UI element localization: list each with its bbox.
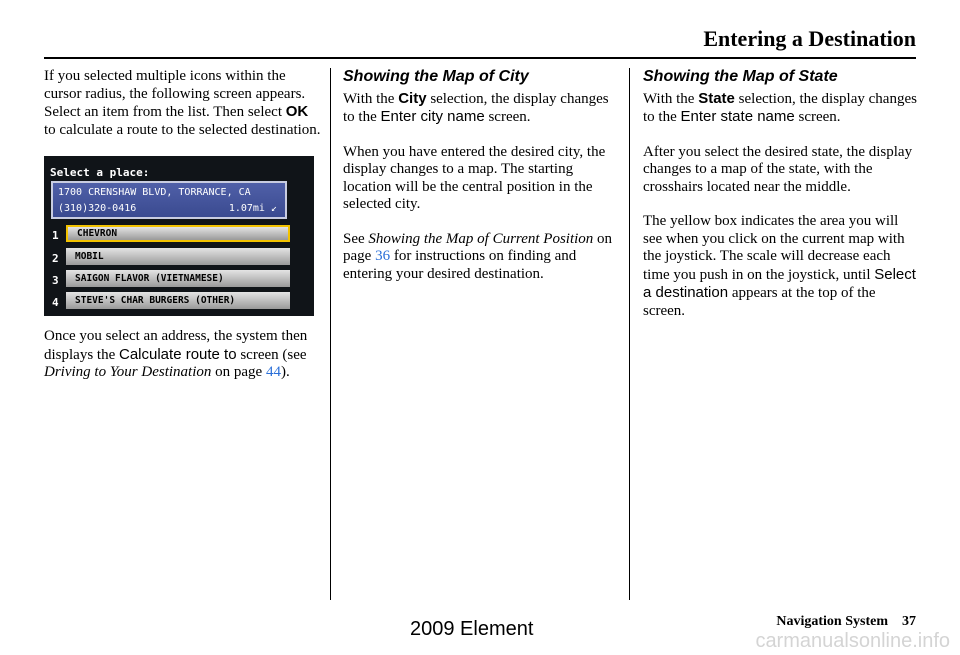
- address-box: [51, 181, 287, 219]
- column-divider-2: [629, 68, 630, 600]
- followup-paragraph: [44, 328, 322, 382]
- text-run: screen.: [484, 109, 531, 125]
- screen-term: Enter state name: [680, 108, 795, 125]
- text-run: selection, the display changes to the: [643, 90, 917, 125]
- page-link[interactable]: 36: [375, 248, 391, 264]
- text-run: The yellow box indicates the area you will see when you click on the current map with the joystick. The scale will decrease each time you push in on the joystick, until: [643, 213, 905, 283]
- section-heading-state: Showing the Map of State: [643, 68, 838, 85]
- column-2: [343, 68, 618, 300]
- text-run: for instructions on finding and entering your desired destination.: [343, 248, 577, 282]
- header-divider: [44, 57, 916, 59]
- screen-title: Select a place:: [50, 166, 150, 179]
- page-number: 37: [902, 614, 916, 629]
- screen-term: Select a destination: [643, 265, 916, 301]
- city-paragraph-3: [343, 231, 618, 284]
- list-item-selected: CHEVRON: [66, 225, 290, 242]
- footer-section: Navigation System: [776, 614, 888, 629]
- column-1: [44, 68, 322, 399]
- screen-term: Enter city name: [380, 108, 485, 125]
- city-paragraph-2: When you have entered the desired city, the display changes to a map. The starting location will be the central position in the selected city.: [343, 143, 606, 212]
- text-run: appears at the top of the screen.: [643, 285, 876, 319]
- state-term: State: [698, 89, 735, 107]
- list-item: STEVE'S CHAR BURGERS (OTHER): [66, 292, 290, 309]
- list-item: MOBIL: [66, 248, 290, 265]
- text-run: Once you select an address, the system then displays the: [44, 328, 308, 363]
- city-term: City: [398, 89, 427, 107]
- direction-arrow-icon: ↙: [270, 203, 277, 214]
- phone-text: (310)320-0416: [58, 203, 137, 214]
- state-paragraph-1: [643, 90, 918, 127]
- text-run: screen (see: [236, 346, 307, 363]
- text-run: selection, the display changes to the: [343, 90, 609, 125]
- distance-text: 1.07mi ↙: [228, 203, 277, 214]
- page-footer: [776, 614, 916, 630]
- text-run: With the: [343, 90, 399, 107]
- page-title: Entering a Destination: [703, 26, 916, 51]
- cross-reference: Driving to Your Destination: [44, 364, 212, 380]
- text-run: to calculate a route to the selected destination.: [44, 121, 321, 138]
- state-paragraph-3: [643, 213, 918, 320]
- page-link[interactable]: 44: [265, 364, 281, 380]
- model-watermark: 2009 Element: [410, 618, 534, 640]
- item-number: 1: [52, 229, 59, 242]
- select-place-screenshot: [44, 156, 314, 316]
- list-item: SAIGON FLAVOR (VIETNAMESE): [66, 270, 290, 287]
- ok-term: OK: [285, 103, 309, 120]
- site-watermark: carmanualsonline.info: [755, 630, 950, 652]
- city-paragraph-1: [343, 90, 618, 127]
- text-run: screen.: [794, 109, 841, 125]
- text-run: ).: [280, 364, 290, 380]
- intro-paragraph: [44, 68, 322, 139]
- item-number: 2: [52, 252, 59, 265]
- item-number: 4: [52, 296, 59, 309]
- section-heading-city: Showing the Map of City: [343, 68, 529, 85]
- item-number: 3: [52, 274, 59, 287]
- column-divider-1: [330, 68, 331, 600]
- column-3: [643, 68, 918, 337]
- cross-reference: Showing the Map of Current Position: [368, 230, 594, 247]
- text-run: See: [343, 230, 369, 247]
- text-run: If you selected multiple icons within the cursor radius, the following screen appears. Select an item from the list. Then select: [44, 68, 306, 120]
- state-paragraph-2: After you select the desired state, the display changes to a map of the state, with the crosshairs located near the middle.: [643, 143, 913, 195]
- screen-term: Calculate route to: [119, 345, 237, 363]
- text-run: on page: [343, 230, 613, 264]
- text-run: on page: [211, 364, 266, 380]
- text-run: With the: [643, 90, 699, 107]
- address-text: 1700 CRENSHAW BLVD, TORRANCE, CA: [58, 187, 251, 198]
